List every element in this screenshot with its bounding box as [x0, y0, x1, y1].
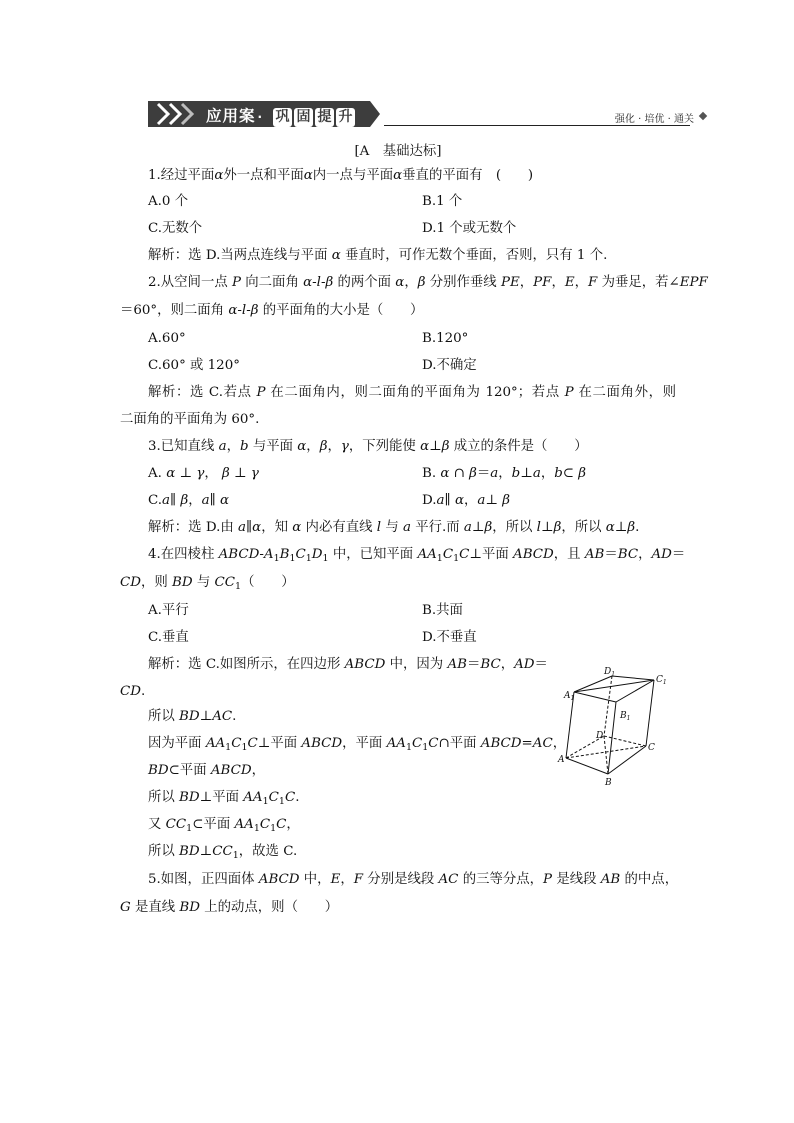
- question-2-option-a: A.60°: [148, 331, 186, 346]
- question-3-stem: 3.已知直线 a，b 与平面 α，β，γ，下列能使 α⊥β 成立的条件是（ ）: [148, 439, 588, 454]
- question-2-option-d: D.不确定: [422, 358, 477, 373]
- question-5-stem-line-2: G 是直线 BD 上的动点，则（ ）: [120, 900, 339, 915]
- diamond-icon: [699, 112, 707, 120]
- question-1-solution: 解析：选 D.当两点连线与平面 α 垂直时，可作无数个垂面，否则，只有 1 个.: [148, 248, 608, 263]
- label-a1: $A_1$: [564, 691, 575, 702]
- label-a: A: [558, 755, 565, 765]
- label-d: D: [596, 731, 604, 741]
- question-2-stem-line-2: ＝60°，则二面角 α-l-β 的平面角的大小是（ ）: [120, 303, 424, 318]
- question-4-option-b: B.共面: [422, 603, 463, 618]
- prism-figure: [556, 662, 676, 790]
- header-tagline: 强化 · 培优 · 通关: [614, 114, 694, 125]
- question-4-option-d: D.不垂直: [422, 630, 477, 645]
- question-4-option-a: A.平行: [148, 603, 189, 618]
- question-1-option-b: B.1 个: [422, 194, 463, 209]
- label-b: B: [605, 778, 612, 788]
- section-title: [A 基础达标]: [354, 144, 442, 159]
- question-4-solution-line-3: 所以 BD⊥AC.: [148, 709, 237, 724]
- question-4-stem-line-2: CD，则 BD 与 $CC_1$（ ）: [120, 575, 295, 592]
- banner-title: 应用案 · 巩 固 提 升: [206, 107, 354, 125]
- label-c1: $C_1$: [656, 675, 667, 686]
- question-4-solution-line-8: 所以 $BD\perp CC_1$，故选 C.: [148, 844, 298, 861]
- question-1-option-c: C.无数个: [148, 221, 203, 236]
- question-4-option-c: C.垂直: [148, 630, 189, 645]
- question-4-solution-line-7: 又 $CC_1\subset$平面 $AA_1C_1C$，: [148, 817, 300, 834]
- question-2-solution-line-2: 二面角的平面角为 60°.: [120, 412, 260, 427]
- section-banner: [148, 101, 380, 127]
- question-4-solution-line-5: BD⊂平面 ABCD，: [148, 763, 265, 778]
- question-2-option-b: B.120°: [422, 331, 469, 346]
- question-4-stem-line-1: 4.在四棱柱 ABCD-$A_1B_1C_1D_1$ 中，已知平面 $AA_1C_1C\perp$平面 ABCD，且 AB＝BC，AD＝: [148, 547, 686, 564]
- label-b1: $B_1$: [620, 711, 631, 722]
- question-3-option-c: C.a∥ β，a∥ α: [148, 493, 230, 508]
- prism-diagram: [556, 662, 676, 790]
- question-2-solution-line-1: 解析：选 C.若点 P 在二面角内，则二面角的平面角为 120°；若点 P 在二面角外，则: [148, 385, 676, 400]
- question-1-stem: 1.经过平面α外一点和平面α内一点与平面α垂直的平面有 ( ): [148, 168, 534, 183]
- page-header: [148, 99, 708, 129]
- question-2-stem-line-1: 2.从空间一点 P 向二面角 α-l-β 的两个面 α，β 分别作垂线 PE，PF，E，F 为垂足，若∠EPF: [148, 275, 708, 290]
- question-3-option-d: D.a∥ α，a⊥ β: [422, 493, 510, 508]
- question-3-solution: 解析：选 D.由 a∥α，知 α 内必有直线 l 与 a 平行.而 a⊥β，所以 l⊥β，所以 α⊥β.: [148, 520, 640, 535]
- question-2-option-c: C.60° 或 120°: [148, 358, 240, 373]
- question-5-stem-line-1: 5.如图，正四面体 ABCD 中，E，F 分别是线段 AC 的三等分点，P 是线段 AB 的中点，: [148, 872, 679, 887]
- question-3-option-a: A. α ⊥ γ， β ⊥ γ: [148, 466, 259, 481]
- header-rule: [384, 125, 690, 126]
- question-1-option-d: D.1 个或无数个: [422, 221, 517, 236]
- question-1-option-a: A.0 个: [148, 194, 189, 209]
- question-4-solution-line-1: 解析：选 C.如图所示，在四边形 ABCD 中，因为 AB＝BC，AD＝: [148, 657, 548, 672]
- label-d1: $D_1$: [604, 667, 616, 678]
- label-c: C: [648, 743, 655, 753]
- question-4-solution-line-6: 所以 BD⊥平面 $AA_1C_1C$.: [148, 790, 300, 807]
- question-4-solution-line-2: CD.: [120, 684, 146, 699]
- question-3-option-b: B. α ∩ β＝a，b⊥a，b⊂ β: [422, 466, 587, 481]
- question-4-solution-line-4: 因为平面 $AA_1C_1C\perp$平面 ABCD，平面 $AA_1C_1C\cap$平面 ABCD=AC，: [148, 736, 567, 753]
